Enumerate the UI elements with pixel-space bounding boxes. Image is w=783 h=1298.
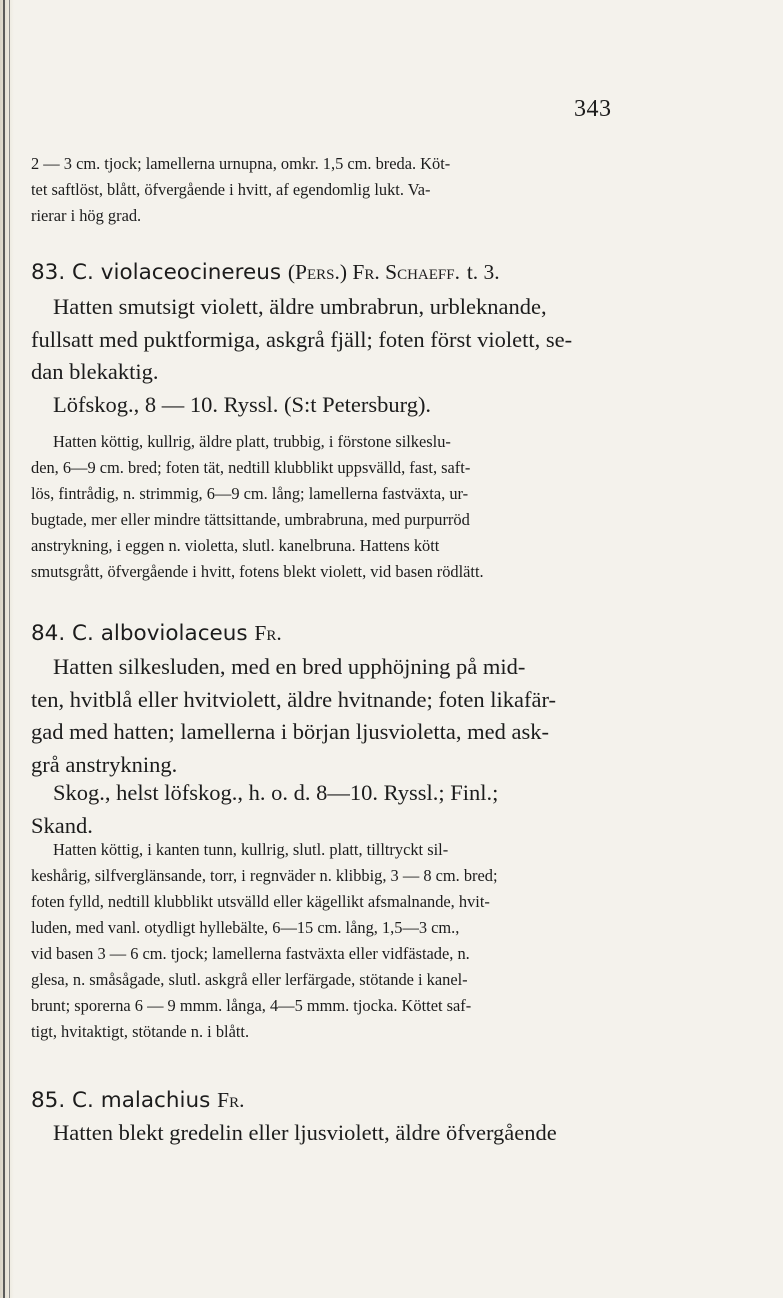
entry-species: violaceocinereus — [100, 260, 282, 285]
page-number: 343 — [574, 96, 612, 122]
entry-number: 85. — [31, 1088, 66, 1113]
entry-genus: C. — [72, 1088, 94, 1113]
entry-83-description: Hatten smutsigt violett, äldre umbrabrun, urbleknande, fullsatt med puktformiga, askgrå fjäll; foten först violett, se- dan blekaktig. — [31, 294, 573, 384]
entry-genus: C. — [72, 260, 94, 285]
entry-genus: C. — [72, 621, 94, 646]
intro-paragraph: 2 — 3 cm. tjock; lamellerna urnupna, omkr. 1,5 cm. breda. Köt- tet saftlöst, blått, öfvergående i hvitt, af egendomlig lukt. Va- rierar i hög grad. — [31, 154, 451, 225]
entry-reference: t. 3. — [466, 260, 500, 284]
binding-line — [3, 0, 5, 1298]
entry-84-habitat: Skog., helst löfskog., h. o. d. 8—10. Ryssl.; Finl.; Skand. — [31, 780, 499, 838]
entry-85-heading — [31, 1086, 735, 1115]
entry-84-details: Hatten köttig, i kanten tunn, kullrig, slutl. platt, tilltryckt sil- keshårig, silfverglänsande, torr, i regnväder n. klibbig, 3 — 8 cm. bred; foten fylld, nedtill klubblikt utsvälld eller kägellikt afsmalnande, hvit- luden, med vanl. otydligt hyllebälte, 6—15 cm. lång, 1,5—3 cm., vid basen 3 — 6 cm. tjock; lamellerna fastväxta eller vidfästade, n. glesa, n. småsågade, slutl. askgrå eller lerfärgade, stötande i kanel- brunt; sporerna 6 — 9 mmm. långa, 4—5 mmm. tjocka. Köttet saf- tigt, hvitaktigt, stötande n. i blått. — [31, 840, 498, 1041]
binding-line — [9, 0, 10, 1298]
entry-83-heading — [31, 258, 735, 287]
entry-83-habitat: Löfskog., 8 — 10. Ryssl. (S:t Petersburg). — [53, 392, 432, 417]
entry-83-details: Hatten köttig, kullrig, äldre platt, trubbig, i förstone silkeslu- den, 6—9 cm. bred; foten tät, nedtill klubblikt uppsvälld, fast, saft- lös, fintrådig, n. strimmig, 6—9 cm. lång; lamellerna fastväxta, ur- bugtade, mer eller mindre tättsittande, umbrabruna, med purpurröd anstrykning, i eggen n. violetta, slutl. kanelbruna. Hattens kött smutsgrått, öfvergående i hvitt, fotens blekt violett, vid basen rödlätt. — [31, 432, 484, 581]
entry-species: malachius — [100, 1088, 211, 1113]
entry-84-heading — [31, 619, 735, 648]
entry-author: Fr. — [217, 1088, 245, 1112]
entry-author: Fr. — [254, 621, 282, 645]
entry-species: alboviolaceus — [100, 621, 248, 646]
entry-84-description: Hatten silkesluden, med en bred upphöjning på mid- ten, hvitblå eller hvitviolett, äldre hvitnande; foten likafär- gad med hatten; lamellerna i början ljusvioletta, med ask- grå anstrykning. — [31, 654, 556, 777]
entry-number: 83. — [31, 260, 66, 285]
entry-number: 84. — [31, 621, 66, 646]
entry-85-description: Hatten blekt gredelin eller ljusviolett, äldre öfvergående — [53, 1120, 557, 1145]
entry-author: (Pers.) Fr. Schaeff. — [287, 260, 460, 284]
